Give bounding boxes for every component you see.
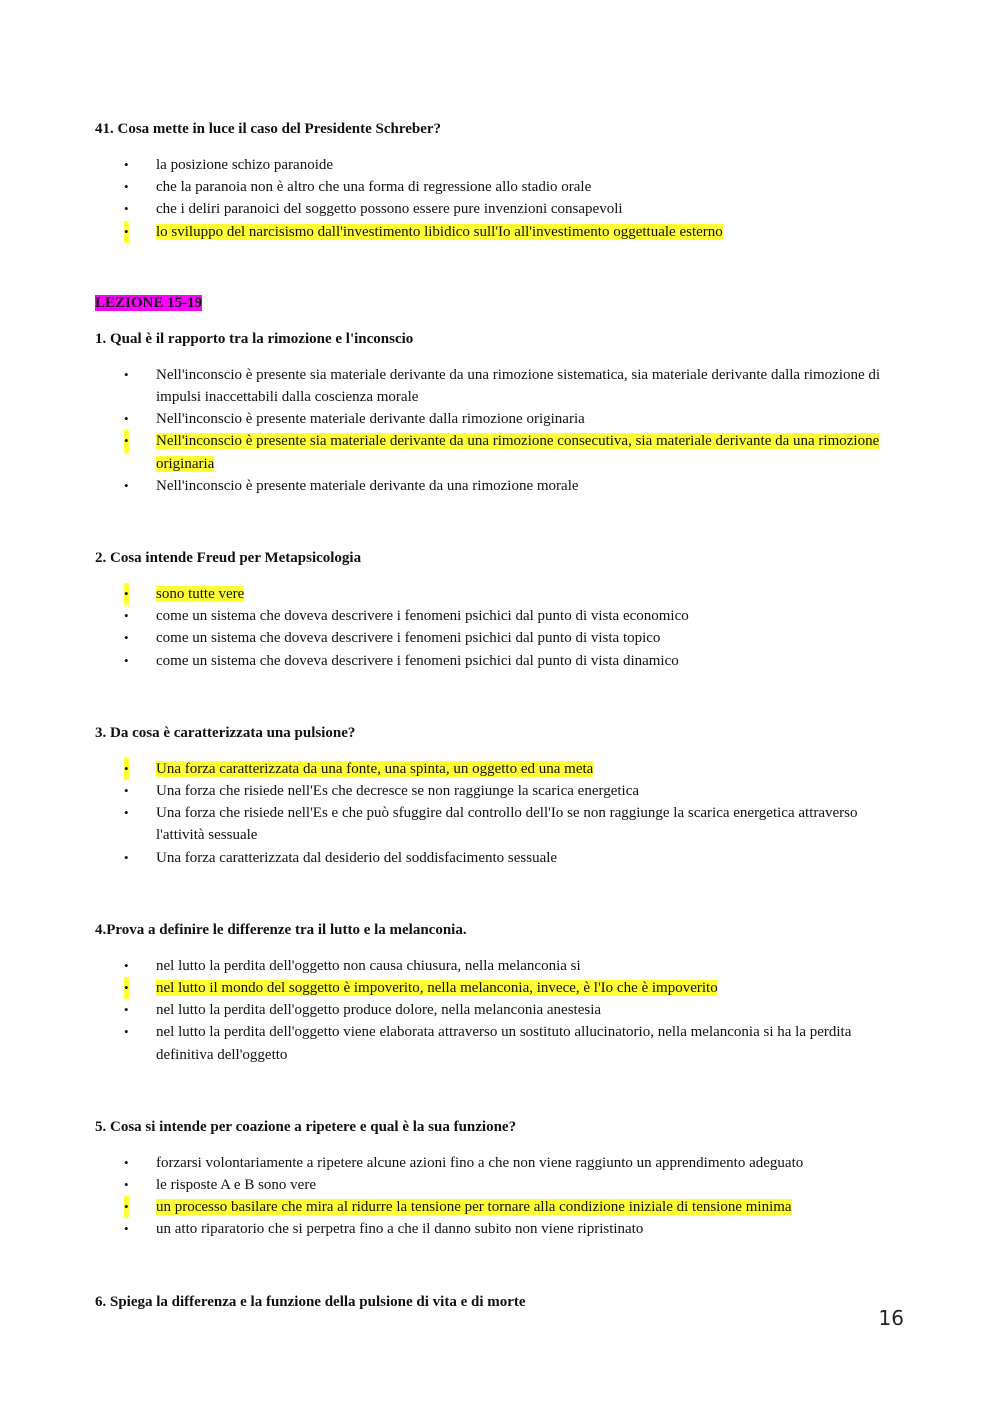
bullet-icon: • [124, 1154, 129, 1170]
bullet-icon: • [124, 630, 129, 646]
answer-text-highlighted: nel lutto il mondo del soggetto è impoverito, nella melanconia, invece, è l'Io che è impoverito [156, 980, 718, 997]
answer-item [95, 999, 900, 1021]
bullet-icon: • [124, 652, 129, 668]
question-block-1 [95, 328, 900, 497]
answer-item [95, 955, 900, 977]
answer-item [95, 1152, 900, 1174]
lesson-heading [95, 292, 900, 314]
question-block-5 [95, 1116, 900, 1241]
answer-list [95, 758, 900, 869]
lesson-heading-text: LEZIONE 15-19 [95, 294, 203, 311]
answer-list [95, 154, 900, 243]
question-title: 3. Da cosa è caratterizzata una pulsione? [95, 724, 356, 741]
bullet-icon: • [124, 477, 129, 493]
answer-item [95, 364, 900, 408]
bullet-icon: • [124, 411, 129, 427]
answer-text: come un sistema che doveva descrivere i fenomeni psichici dal punto di vista economico [156, 608, 689, 625]
bullet-icon: • [124, 608, 129, 624]
answer-text-highlighted: Una forza caratterizzata da una fonte, una spinta, un oggetto ed una meta [156, 760, 594, 777]
bullet-icon: • [124, 783, 129, 799]
bullet-icon: • [124, 805, 129, 821]
question-title: 41. Cosa mette in luce il caso del Presidente Schreber? [95, 121, 442, 137]
answer-item [95, 154, 900, 176]
answer-item [95, 847, 900, 869]
answer-item [95, 176, 900, 198]
answer-item [95, 198, 900, 220]
answer-item [95, 605, 900, 627]
answer-text: Nell'inconscio è presente sia materiale derivante da una rimozione sistematica, sia materiale derivante dalla rimozione di impulsi inaccettabili dalla coscienza morale [156, 366, 881, 406]
question-block-2 [95, 547, 900, 672]
answer-list [95, 583, 900, 672]
bullet-icon: • [124, 366, 129, 382]
bullet-icon: • [124, 1196, 129, 1218]
page-number: 16 [878, 1306, 904, 1330]
answer-item [95, 627, 900, 649]
bullet-icon: • [124, 201, 129, 217]
answer-text-highlighted: sono tutte vere [156, 586, 245, 603]
answer-text: come un sistema che doveva descrivere i fenomeni psichici dal punto di vista dinamico [156, 652, 679, 669]
answer-text: un atto riparatorio che si perpetra fino a che il danno subito non viene ripristinato [156, 1221, 644, 1238]
bullet-icon: • [124, 221, 129, 243]
question-block-41 [95, 118, 900, 243]
bullet-icon: • [124, 977, 129, 999]
bullet-icon: • [124, 430, 129, 452]
page-content [95, 118, 900, 1327]
question-title: 6. Spiega la differenza e la funzione della pulsione di vita e di morte [95, 1293, 526, 1310]
bullet-icon: • [124, 849, 129, 865]
answer-text: Una forza che risiede nell'Es che decresce se non raggiunge la scarica energetica [156, 783, 640, 800]
answer-item-correct [95, 758, 900, 780]
bullet-icon: • [124, 583, 129, 605]
answer-text-highlighted: Nell'inconscio è presente sia materiale derivante da una rimozione consecutiva, sia materiale derivante da una rimozione originaria [156, 433, 880, 472]
answer-text: nel lutto la perdita dell'oggetto non causa chiusura, nella melanconia si [156, 957, 581, 974]
answer-text: nel lutto la perdita dell'oggetto viene elaborata attraverso un sostituto allucinatorio, nella melanconia si ha la perdita definitiva dell'oggetto [156, 1024, 852, 1063]
question-block-4 [95, 919, 900, 1066]
answer-item [95, 408, 900, 430]
answer-text: Nell'inconscio è presente materiale derivante dalla rimozione originaria [156, 411, 585, 428]
answer-list [95, 364, 900, 497]
question-title: 5. Cosa si intende per coazione a ripetere e qual è la sua funzione? [95, 1118, 517, 1135]
bullet-icon: • [124, 1221, 129, 1237]
answer-list [95, 955, 900, 1066]
answer-text: che la paranoia non è altro che una forma di regressione allo stadio orale [156, 179, 592, 196]
answer-text: Nell'inconscio è presente materiale derivante da una rimozione morale [156, 477, 579, 494]
question-title: 2. Cosa intende Freud per Metapsicologia [95, 550, 362, 567]
answer-item-correct [95, 977, 900, 999]
answer-text: le risposte A e B sono vere [156, 1177, 316, 1194]
answer-text: forzarsi volontariamente a ripetere alcune azioni fino a che non viene raggiunto un apprendimento adeguato [156, 1154, 804, 1171]
bullet-icon: • [124, 758, 129, 780]
bullet-icon: • [124, 957, 129, 973]
answer-text-highlighted: un processo basilare che mira al ridurre la tensione per tornare alla condizione iniziale di tensione minima [156, 1199, 792, 1216]
answer-item-correct [95, 430, 900, 474]
answer-text: la posizione schizo paranoide [156, 157, 334, 173]
answer-item [95, 1021, 900, 1065]
bullet-icon: • [124, 157, 129, 172]
answer-text: che i deliri paranoici del soggetto possono essere pure invenzioni consapevoli [156, 201, 623, 218]
answer-text-highlighted: lo sviluppo del narcisismo dall'investimento libidico sull'Io all'investimento oggettuale esterno [156, 223, 723, 240]
answer-text: nel lutto la perdita dell'oggetto produce dolore, nella melanconia anestesia [156, 1002, 602, 1019]
answer-item [95, 802, 900, 846]
answer-item-correct [95, 583, 900, 605]
bullet-icon: • [124, 1177, 129, 1193]
answer-item-correct [95, 1196, 900, 1218]
question-title: 4.Prova a definire le differenze tra il lutto e la melanconia. [95, 921, 467, 938]
answer-list [95, 1152, 900, 1241]
answer-item [95, 475, 900, 497]
answer-item [95, 1218, 900, 1240]
question-block-6 [95, 1291, 900, 1313]
answer-item [95, 1174, 900, 1196]
answer-item-correct [95, 221, 900, 243]
answer-text: Una forza caratterizzata dal desiderio del soddisfacimento sessuale [156, 849, 558, 866]
question-block-3 [95, 722, 900, 869]
bullet-icon: • [124, 1024, 129, 1040]
bullet-icon: • [124, 1002, 129, 1018]
answer-item [95, 650, 900, 672]
answer-item [95, 780, 900, 802]
answer-text: come un sistema che doveva descrivere i fenomeni psichici dal punto di vista topico [156, 630, 661, 647]
answer-text: Una forza che risiede nell'Es e che può sfuggire dal controllo dell'Io se non raggiunge la scarica energetica attraverso l'attività sessuale [156, 805, 858, 844]
bullet-icon: • [124, 179, 129, 195]
question-title: 1. Qual è il rapporto tra la rimozione e l'inconscio [95, 330, 414, 347]
